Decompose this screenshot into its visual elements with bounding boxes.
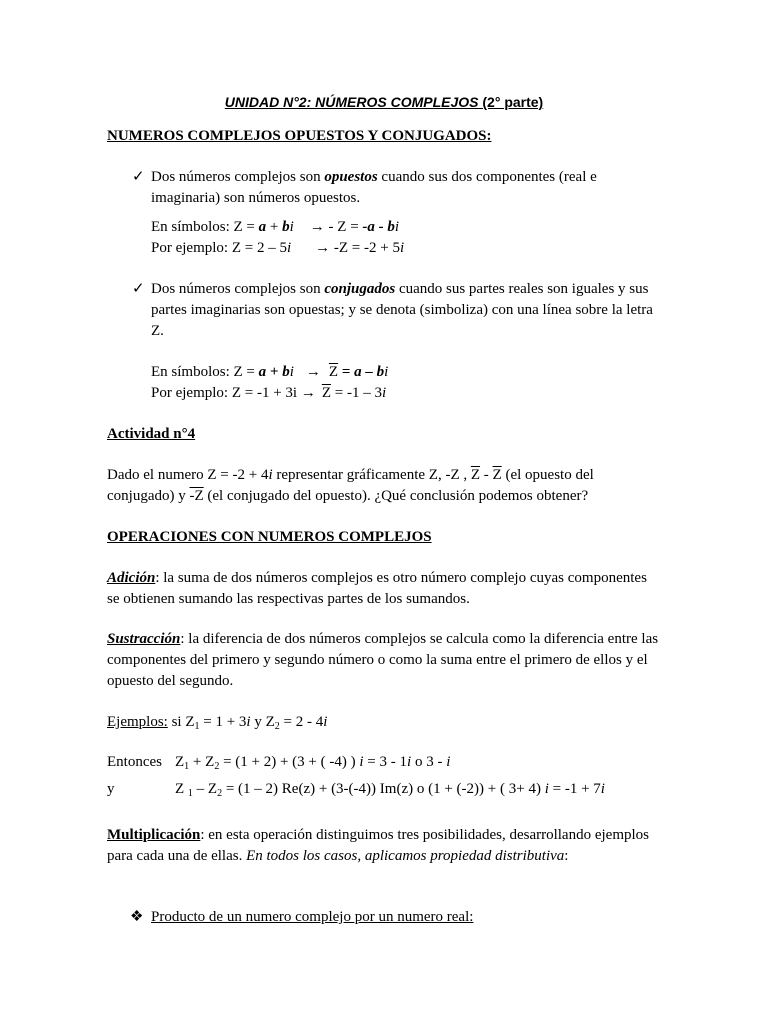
multiplicacion-paragraph: Multiplicación: en esta operación distinguimos tres posibilidades, desarrollando ejemplos para cada una de ellas. En todos los casos, aplicamos propiedad distributiva: — [107, 827, 649, 864]
arrow-icon: → — [309, 219, 325, 235]
section-heading-opuestos-conjugados: NUMEROS COMPLEJOS OPUESTOS Y CONJUGADOS: — [107, 128, 492, 144]
activity-heading: Actividad n°4 — [107, 426, 196, 442]
symbols-conjugado: En símbolos: Z = a + bi → $\overline{Z} = a$ – bi — [151, 364, 389, 380]
example-conjugado: Por ejemplo: $Z = -1 + 3i \to \overline{Z} = -1 - 3i$ — [151, 385, 387, 401]
symbols-opuesto: En símbolos: Z = a + bi → - Z = -a - bi — [151, 219, 400, 235]
term-ejemplos: Ejemplos: — [107, 714, 168, 730]
arrow-icon: → — [315, 240, 331, 256]
arrow-icon: → — [305, 364, 321, 380]
arrow-icon: → — [300, 385, 316, 401]
term-sustraccion: Sustracción — [107, 631, 181, 647]
adicion-paragraph: Adición: la suma de dos números complejos es otro número complejo cuyas componentes se obtienen sumando las respectivas partes de los sumandos. — [107, 570, 647, 607]
y-line: y Z $_1 - Z_2 = (1 - 2) Re(z) + (3-(-4))$ Im(z) o (1 + (-2)) + ( 3+ 4) i = -1 + 7i — [107, 781, 605, 799]
example-opuesto: Por ejemplo: Z = 2 – 5i → -Z = -2 + 5i — [151, 240, 405, 256]
check-mark-icon: ✓ — [132, 169, 145, 185]
four-diamond-bullet-icon: ❖ — [130, 909, 144, 925]
title-main: UNIDAD N°2: NÚMEROS COMPLEJOS — [224, 94, 479, 110]
entonces-line: Entonces $Z_1 + Z_2 = (1 + 2) + (3$ + ( -4) ) i = 3 - 1i o 3 - i — [107, 754, 451, 772]
term-conjugados: conjugados — [324, 281, 396, 297]
ejemplos-line: Ejemplos: si $Z_1 = 1 + 3i$ y $Z_2 = 2 - 4i$ — [107, 714, 328, 732]
page-title — [0, 92, 768, 113]
check-mark-icon: ✓ — [132, 281, 145, 297]
operations-heading: OPERACIONES CON NUMEROS COMPLEJOS — [107, 529, 432, 545]
term-adicion: Adición — [107, 570, 156, 586]
bullet-opuestos: Dos números complejos son opuestos cuando sus dos componentes (real e imaginaria) son números opuestos. — [151, 169, 597, 206]
title-part: (2° parte) — [478, 94, 544, 110]
producto-heading: Producto de un numero complejo por un numero real: — [151, 909, 474, 925]
term-opuestos: opuestos — [324, 169, 378, 185]
sustraccion-paragraph: Sustracción: la diferencia de dos números complejos se calcula como la diferencia entre las componentes del primero y segundo número o como la suma entre el primero de ellos y el opuesto del segundo. — [107, 631, 659, 689]
activity-text: Dado el numero Z = -2 + 4i representar gráficamente Z, -Z , $\overline{Z} - \overline{Z}$ (el opuesto del conjugado) y -Z (el conjugado del opuesto). ¿Qué conclusión podemos obtener? — [107, 467, 594, 504]
bullet-conjugados: Dos números complejos son conjugados cuando sus partes reales son iguales y sus partes imaginarias son opuestas; y se denota (simboliza) con una línea sobre la letra Z. — [151, 281, 653, 339]
term-multiplicacion: Multiplicación — [107, 827, 201, 843]
